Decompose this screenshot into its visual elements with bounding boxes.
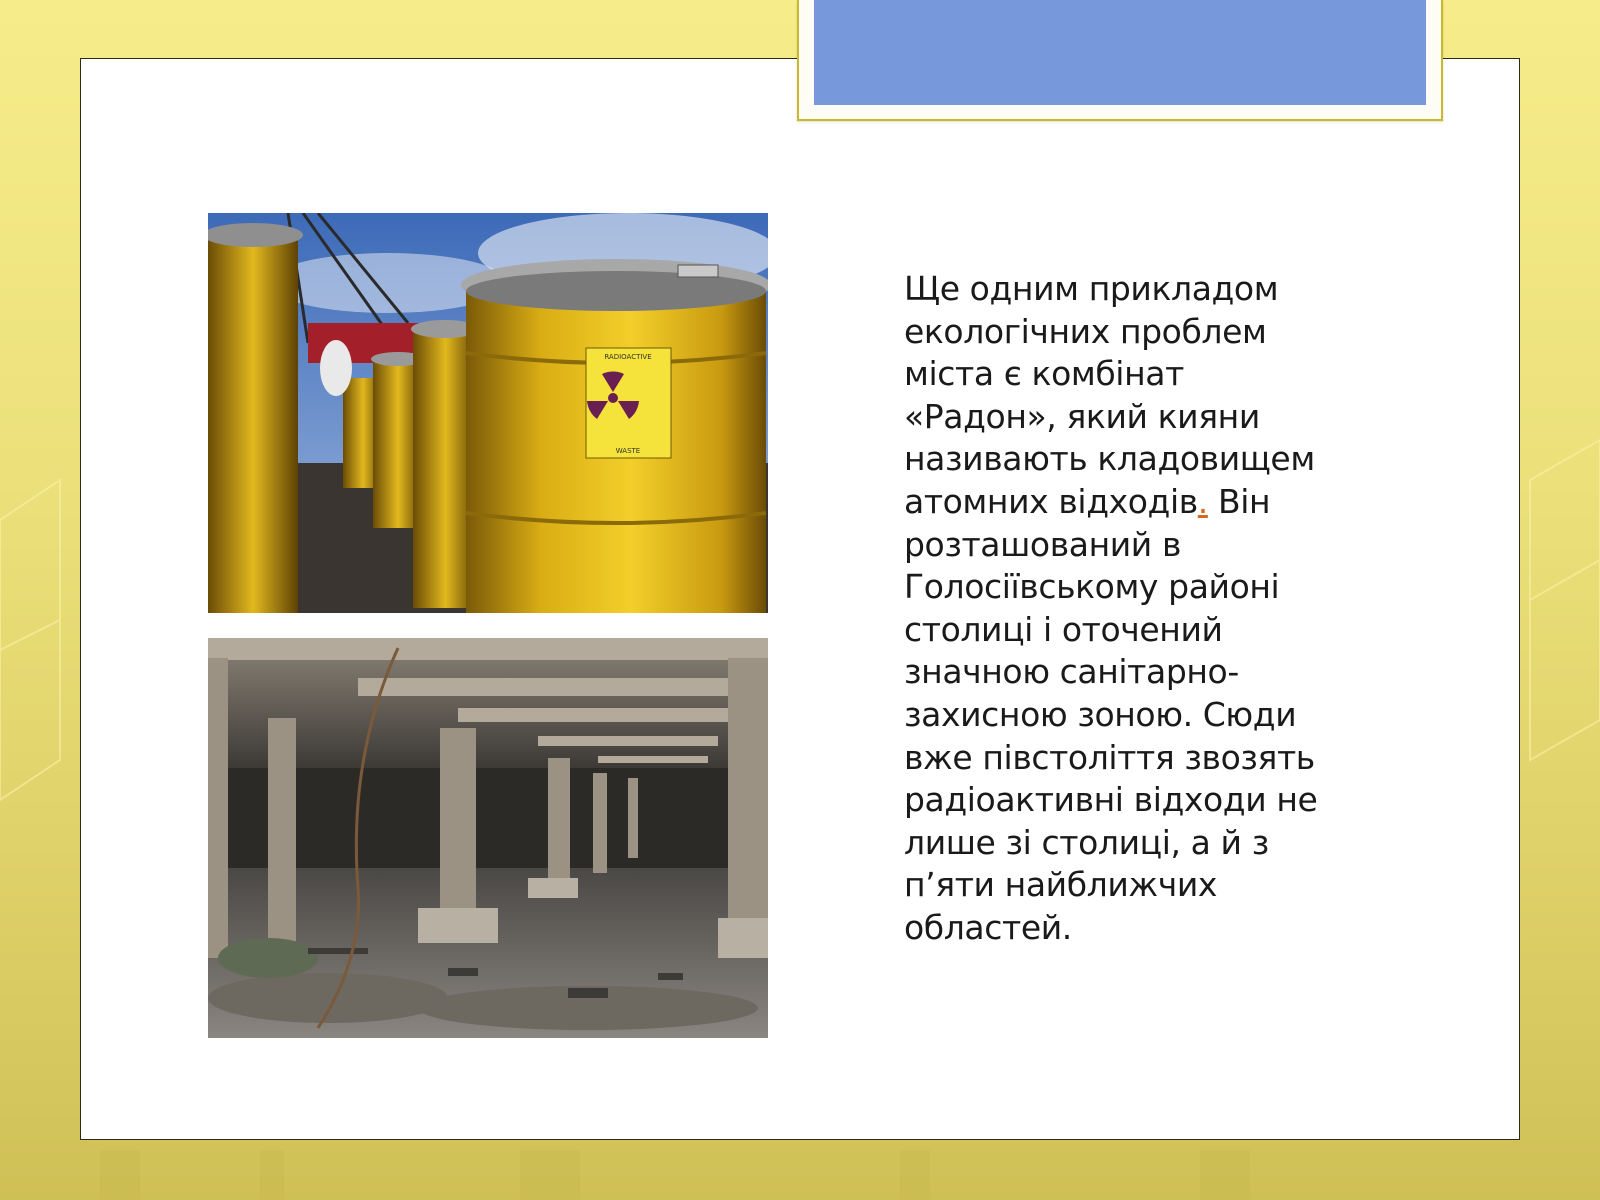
text-line: міста є комбінат bbox=[904, 354, 1184, 394]
radioactive-barrels-photo bbox=[208, 213, 768, 613]
text-segment: Він bbox=[1207, 481, 1271, 521]
barrel-label-bottom: WASTE bbox=[615, 447, 641, 455]
text-line: називають кладовищем bbox=[904, 439, 1315, 479]
body-paragraph bbox=[904, 268, 1364, 950]
text-line: п’яти найближчих bbox=[904, 865, 1218, 905]
text-line-with-link bbox=[904, 481, 1364, 524]
text-segment: атомних відходів bbox=[904, 481, 1198, 521]
text-line: Голосіївському районі bbox=[904, 567, 1280, 607]
title-frame bbox=[797, 0, 1443, 121]
text-line: «Радон», який кияни bbox=[904, 396, 1260, 436]
text-line: лише зі столиці, а й з bbox=[904, 822, 1269, 862]
text-line: областей. bbox=[904, 907, 1072, 947]
text-line: радіоактивні відходи не bbox=[904, 780, 1318, 820]
text-line: значною санітарно- bbox=[904, 652, 1239, 692]
text-line: Ще одним прикладом bbox=[904, 269, 1279, 308]
text-line: розташований в bbox=[904, 524, 1181, 564]
text-line: захисною зоною. Сюди bbox=[904, 694, 1297, 734]
text-line: екологічних проблем bbox=[904, 311, 1267, 351]
text-line: столиці і оточений bbox=[904, 609, 1223, 649]
barrel-label-top: RADIOACTIVE bbox=[604, 353, 652, 361]
ruined-interior-photo bbox=[208, 638, 768, 1038]
footnote-link[interactable]: . bbox=[1197, 481, 1208, 521]
title-placeholder bbox=[814, 0, 1426, 105]
text-line: вже півстоліття звозять bbox=[904, 737, 1315, 777]
